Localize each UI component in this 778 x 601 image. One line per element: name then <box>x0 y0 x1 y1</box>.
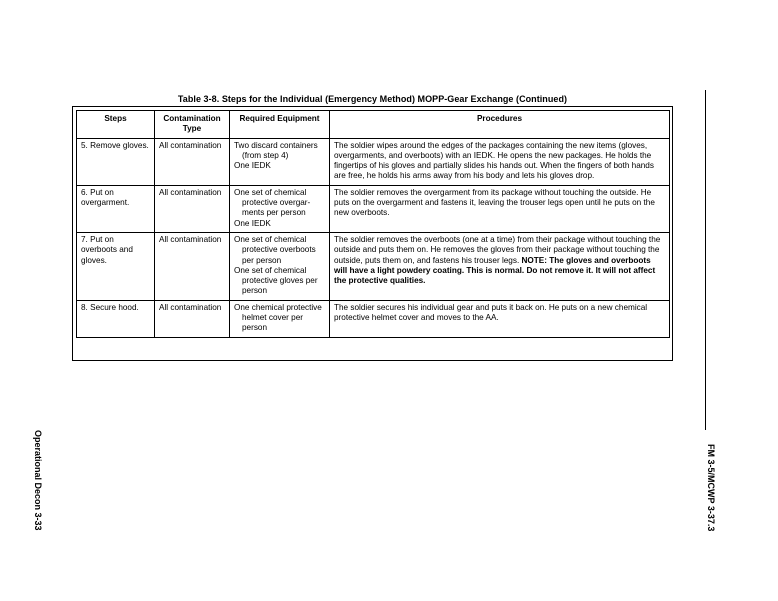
table-row <box>77 185 670 232</box>
table-row <box>77 300 670 337</box>
procedure-note: NOTE: The gloves and overboots will have a light powdery coating. This is normal. Do not remove it. It will not affect the protective qualities. <box>334 255 656 286</box>
procedure-text: The soldier removes the overgarment from its package without touching the outside. He puts on the overgarment and fastens it, leaving the trouser legs open until he puts on the new overboots. <box>334 187 655 218</box>
contamination-cell: All contamination <box>155 300 230 337</box>
equipment-item: One chemical protective helmet cover per person <box>234 302 322 333</box>
page-footer-manual-id: FM 3-5/MCWP 3-37.3 <box>706 444 716 532</box>
table-header-row <box>77 111 670 139</box>
procedure-text: The soldier removes the overboots (one at a time) from their package without touching the outside and puts them on. He removes the gloves from their package without touching the outside, puts them on, and fastens his trouser legs. <box>334 234 661 265</box>
table-row <box>77 232 670 300</box>
contamination-cell: All contamination <box>155 232 230 300</box>
equipment-item: One IEDK <box>234 161 271 171</box>
header-contamination-type: Contamination Type <box>155 111 230 139</box>
header-steps: Steps <box>77 111 155 139</box>
equipment-cell <box>230 185 330 232</box>
header-required-equipment: Required Equipment <box>230 111 330 139</box>
procedure-cell <box>330 300 670 337</box>
procedure-text: The soldier secures his individual gear and puts it back on. He puts on a new chemical protective helmet cover and moves to the AA. <box>334 302 648 323</box>
header-procedures: Procedures <box>330 111 670 139</box>
contamination-cell: All contamination <box>155 138 230 185</box>
right-margin-rule <box>705 90 706 430</box>
table-title: Table 3-8. Steps for the Individual (Emergency Method) MOPP-Gear Exchange (Continued) <box>177 94 568 104</box>
procedure-text: The soldier wipes around the edges of the packages containing the new items (gloves, overgarments, and overboots) with an IEDK. He opens the new packages. He holds the fingertips of his gloves and partially slides his hands out. When the fingers of both hands are free, he holds his arms away from his body and lets his gloves drop. <box>334 140 654 181</box>
step-cell: 5. Remove gloves. <box>77 138 155 185</box>
equipment-item: One set of chemical protective overboots per person <box>234 234 316 265</box>
step-cell: 7. Put on overboots and gloves. <box>77 232 155 300</box>
equipment-item: One set of chemical protective overgar-ments per person <box>234 187 311 218</box>
equipment-cell <box>230 138 330 185</box>
equipment-cell <box>230 232 330 300</box>
page-footer-section-label: Operational Decon 3-33 <box>33 430 43 531</box>
equipment-item: One set of chemical protective gloves per person <box>234 265 318 296</box>
contamination-cell: All contamination <box>155 185 230 232</box>
step-cell: 8. Secure hood. <box>77 300 155 337</box>
procedure-cell <box>330 185 670 232</box>
mopp-exchange-table <box>76 110 670 338</box>
step-cell: 6. Put on overgarment. <box>77 185 155 232</box>
equipment-item: Two discard containers (from step 4) <box>234 140 318 160</box>
equipment-item: One IEDK <box>234 218 271 228</box>
procedure-cell <box>330 138 670 185</box>
table-row <box>77 138 670 185</box>
equipment-cell <box>230 300 330 337</box>
procedure-cell <box>330 232 670 300</box>
